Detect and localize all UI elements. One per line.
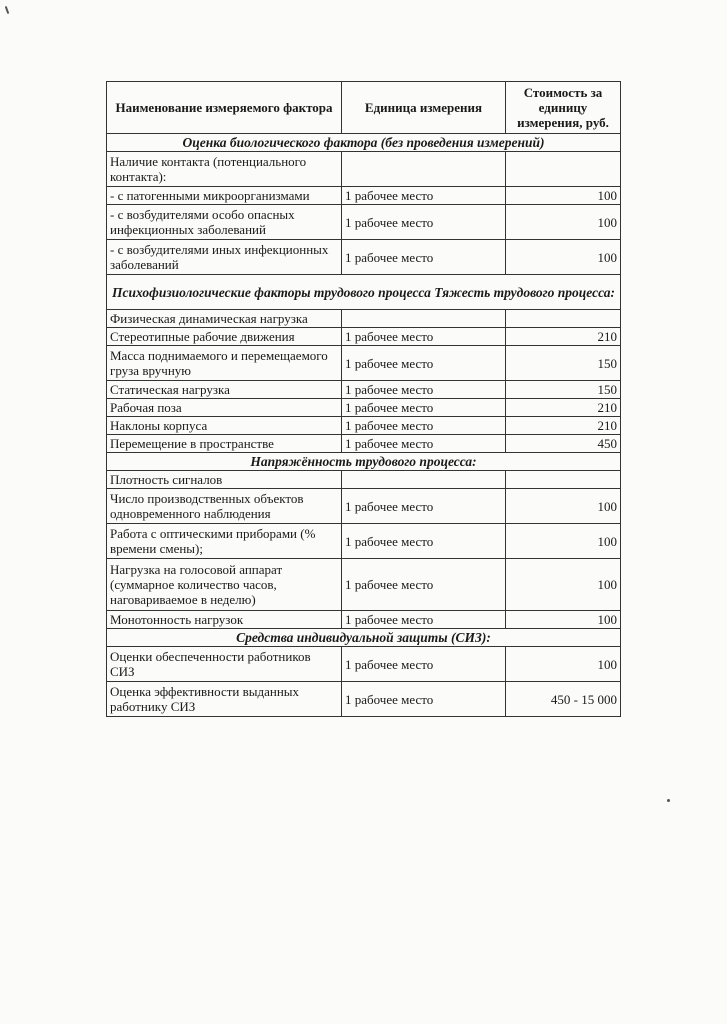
factor-name-cell: Плотность сигналов <box>107 471 342 489</box>
table-row <box>107 471 621 489</box>
table-row <box>107 399 621 417</box>
unit-cell: 1 рабочее место <box>342 489 506 524</box>
table-row <box>107 611 621 629</box>
table-row <box>107 559 621 611</box>
price-cell: 450 - 15 000 <box>506 682 621 717</box>
factor-name-cell: Статическая нагрузка <box>107 381 342 399</box>
price-table <box>106 81 621 717</box>
price-cell: 210 <box>506 399 621 417</box>
factor-name-cell: Монотонность нагрузок <box>107 611 342 629</box>
section-title: Напряжённость трудового процесса: <box>107 453 621 471</box>
header-unit: Единица измерения <box>342 82 506 134</box>
table-row <box>107 435 621 453</box>
factor-name-cell: Стереотипные рабочие движения <box>107 328 342 346</box>
table-row <box>107 524 621 559</box>
unit-cell <box>342 310 506 328</box>
section-title: Оценка биологического фактора (без проведения измерений) <box>107 134 621 152</box>
price-cell: 100 <box>506 240 621 275</box>
unit-cell: 1 рабочее место <box>342 524 506 559</box>
unit-cell: 1 рабочее место <box>342 435 506 453</box>
section-row <box>107 275 621 310</box>
factor-name-cell: Наклоны корпуса <box>107 417 342 435</box>
price-cell <box>506 310 621 328</box>
price-cell: 100 <box>506 489 621 524</box>
section-row <box>107 629 621 647</box>
factor-name-cell: - с возбудителями особо опасных инфекционных заболеваний <box>107 205 342 240</box>
unit-cell <box>342 152 506 187</box>
table-row <box>107 381 621 399</box>
factor-name-cell: Оценка эффективности выданных работнику СИЗ <box>107 682 342 717</box>
table-row <box>107 417 621 435</box>
table-row <box>107 310 621 328</box>
unit-cell: 1 рабочее место <box>342 346 506 381</box>
table-row <box>107 346 621 381</box>
table-row <box>107 682 621 717</box>
price-cell: 100 <box>506 647 621 682</box>
factor-name-cell: Масса поднимаемого и перемещаемого груза вручную <box>107 346 342 381</box>
price-cell <box>506 471 621 489</box>
table-row <box>107 647 621 682</box>
factor-name-cell: - с патогенными микроорганизмами <box>107 187 342 205</box>
factor-name-cell: Работа с оптическими приборами (% времени смены); <box>107 524 342 559</box>
price-cell: 100 <box>506 611 621 629</box>
price-cell: 100 <box>506 187 621 205</box>
factor-name-cell: Наличие контакта (потенциального контакта): <box>107 152 342 187</box>
factor-name-cell: Число производственных объектов одновременного наблюдения <box>107 489 342 524</box>
price-cell: 150 <box>506 381 621 399</box>
section-row <box>107 134 621 152</box>
table-row <box>107 205 621 240</box>
unit-cell: 1 рабочее место <box>342 328 506 346</box>
header-price: Стоимость за единицу измерения, руб. <box>506 82 621 134</box>
unit-cell: 1 рабочее место <box>342 682 506 717</box>
unit-cell: 1 рабочее место <box>342 559 506 611</box>
factor-name-cell: Нагрузка на голосовой аппарат (суммарное количество часов, наговариваемое в неделю) <box>107 559 342 611</box>
table-row <box>107 489 621 524</box>
section-row <box>107 453 621 471</box>
header-factor-name: Наименование измеряемого фактора <box>107 82 342 134</box>
unit-cell: 1 рабочее место <box>342 381 506 399</box>
price-cell: 100 <box>506 524 621 559</box>
table-body <box>107 134 621 717</box>
price-cell: 150 <box>506 346 621 381</box>
price-cell: 450 <box>506 435 621 453</box>
unit-cell: 1 рабочее место <box>342 187 506 205</box>
scan-speck <box>5 6 10 14</box>
price-cell: 210 <box>506 328 621 346</box>
factor-name-cell: Перемещение в пространстве <box>107 435 342 453</box>
section-title: Психофизиологические факторы трудового процесса Тяжесть трудового процесса: <box>107 275 621 310</box>
unit-cell: 1 рабочее место <box>342 611 506 629</box>
unit-cell: 1 рабочее место <box>342 417 506 435</box>
scan-speck <box>667 799 670 802</box>
price-cell <box>506 152 621 187</box>
price-cell: 100 <box>506 559 621 611</box>
unit-cell: 1 рабочее место <box>342 205 506 240</box>
factor-name-cell: Рабочая поза <box>107 399 342 417</box>
table-row <box>107 152 621 187</box>
factor-name-cell: Оценки обеспеченности работников СИЗ <box>107 647 342 682</box>
unit-cell: 1 рабочее место <box>342 240 506 275</box>
table-row <box>107 328 621 346</box>
unit-cell: 1 рабочее место <box>342 399 506 417</box>
factor-name-cell: Физическая динамическая нагрузка <box>107 310 342 328</box>
unit-cell <box>342 471 506 489</box>
price-cell: 100 <box>506 205 621 240</box>
table-row <box>107 187 621 205</box>
table-header-row <box>107 82 621 134</box>
unit-cell: 1 рабочее место <box>342 647 506 682</box>
factor-name-cell: - с возбудителями иных инфекционных заболеваний <box>107 240 342 275</box>
price-cell: 210 <box>506 417 621 435</box>
section-title: Средства индивидуальной защиты (СИЗ): <box>107 629 621 647</box>
table-row <box>107 240 621 275</box>
